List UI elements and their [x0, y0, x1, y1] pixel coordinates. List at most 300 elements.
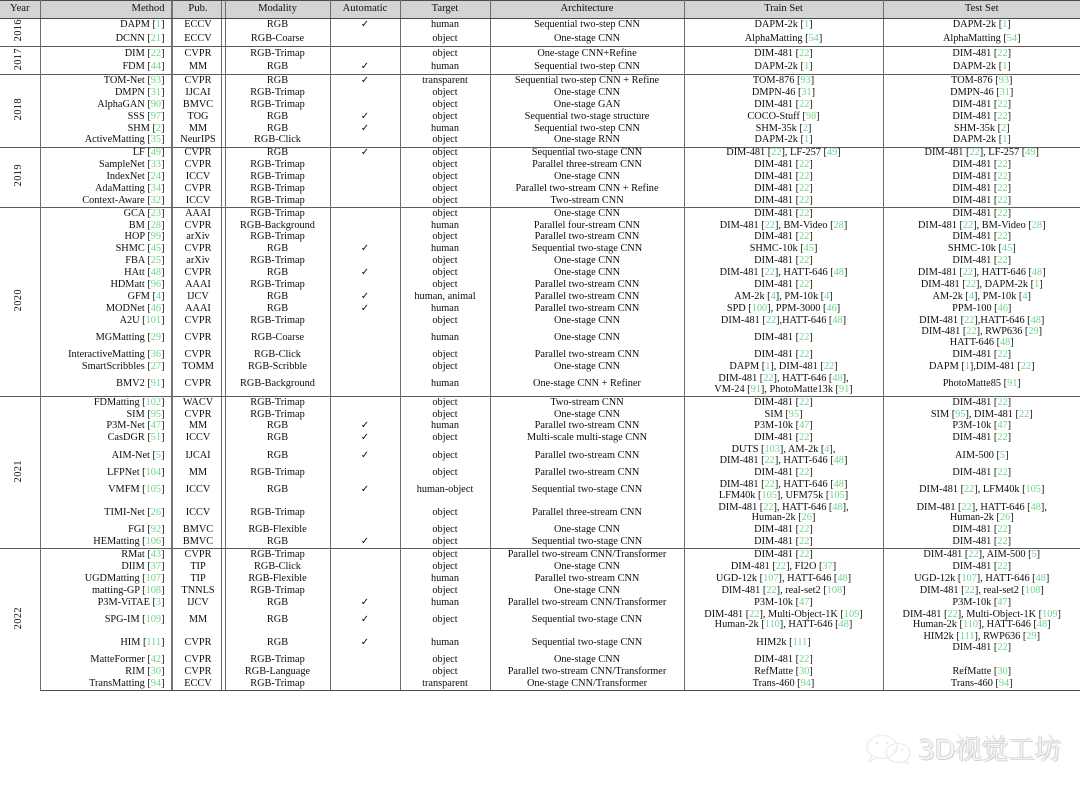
method-cell: FGI [92] [40, 525, 171, 537]
table-header [0, 1, 1080, 19]
pub-cell: IJCV [171, 291, 225, 303]
automatic-cell [330, 349, 400, 361]
target-cell: object [400, 135, 490, 147]
method-cell: SampleNet [33] [40, 159, 171, 171]
method-cell: HEMatting [106] [40, 537, 171, 549]
automatic-cell [330, 99, 400, 111]
table-row [0, 585, 1080, 597]
test-set-cell: DAPM-2k [1] [952, 134, 1011, 146]
method-cell: SIM [95] [40, 409, 171, 421]
method-cell: BMV2 [91] [40, 373, 171, 396]
method-cell: DCNN [21] [40, 32, 171, 46]
architecture-cell: One-stage CNN [490, 327, 684, 350]
test-set-cell: AlphaMatting [54] [942, 32, 1021, 44]
table-row [0, 279, 1080, 291]
table-row [0, 433, 1080, 445]
pub-cell: CVPR [171, 349, 225, 361]
column-header-year: Year [0, 1, 40, 19]
test-set-cell: DIM-481 [22] [952, 432, 1012, 444]
train-set-cell: DIM-481 [22],HATT-646 [48] [684, 315, 883, 327]
method-cell: AIM-Net [5] [40, 445, 171, 468]
test-set-cell: DIM-481 [22] [952, 561, 1012, 573]
year-label: 2017 [13, 47, 25, 71]
target-cell: human [400, 61, 490, 75]
test-set-cell: DIM-481 [22] [952, 171, 1012, 183]
method-cell: HDMatt [96] [40, 279, 171, 291]
target-cell: object [400, 315, 490, 327]
architecture-cell: Sequential two-step CNN [490, 123, 684, 135]
train-set-cell: DIM-481 [22], Multi-Object-1K [109] Human-2k [110], HATT-646 [48] [684, 609, 883, 632]
table-row [0, 87, 1080, 99]
table-row [0, 232, 1080, 244]
modality-cell: RGB [225, 267, 330, 279]
train-set-cell: DIM-481 [22] [684, 327, 883, 350]
method-cell: CasDGR [51] [40, 433, 171, 445]
target-cell: object [400, 87, 490, 99]
architecture-cell: Sequential two-step CNN + Refine [490, 75, 684, 87]
automatic-cell: ✓ [330, 597, 400, 609]
pub-cell: arXiv [171, 255, 225, 267]
automatic-cell [330, 573, 400, 585]
method-cell: TOM-Net [93] [40, 75, 171, 87]
train-set-cell: DAPM-2k [1] [684, 61, 883, 75]
method-cell: AlphaGAN [90] [40, 99, 171, 111]
architecture-cell: Sequential two-stage CNN [490, 609, 684, 632]
modality-cell: RGB-Trimap [225, 255, 330, 267]
modality-cell: RGB [225, 479, 330, 502]
modality-cell: RGB-Coarse [225, 32, 330, 46]
modality-cell: RGB-Click [225, 349, 330, 361]
pub-cell: AAAI [171, 303, 225, 315]
method-cell: FDM [44] [40, 61, 171, 75]
target-cell: human [400, 303, 490, 315]
method-cell: RMat [43] [40, 549, 171, 561]
pub-cell: MM [171, 467, 225, 479]
table-row [0, 171, 1080, 183]
architecture-cell: Parallel two-stream CNN [490, 279, 684, 291]
method-cell: HAtt [48] [40, 267, 171, 279]
method-cell: AdaMatting [34] [40, 183, 171, 195]
architecture-cell: Sequential two-step CNN [490, 18, 684, 32]
target-cell: human [400, 123, 490, 135]
automatic-cell: ✓ [330, 445, 400, 468]
pub-cell: NeurIPS [171, 135, 225, 147]
pub-cell: BMVC [171, 525, 225, 537]
target-cell: human [400, 421, 490, 433]
target-cell: object [400, 549, 490, 561]
method-cell: MODNet [46] [40, 303, 171, 315]
target-cell: object [400, 502, 490, 525]
table-row [0, 61, 1080, 75]
pub-cell: CVPR [171, 409, 225, 421]
target-cell: object [400, 445, 490, 468]
pub-cell: MM [171, 123, 225, 135]
pub-cell: CVPR [171, 220, 225, 232]
target-cell: human [400, 573, 490, 585]
test-set-cell: SHM-35k [2] [953, 122, 1010, 134]
test-set-cell: DIM-481 [22], HATT-646 [48] [917, 267, 1046, 279]
table-row [0, 147, 1080, 159]
architecture-cell: One-stage CNN+Refine [490, 47, 684, 61]
target-cell: object [400, 537, 490, 549]
modality-cell: RGB-Trimap [225, 183, 330, 195]
automatic-cell: ✓ [330, 479, 400, 502]
pub-cell: TOG [171, 111, 225, 123]
target-cell: object [400, 195, 490, 207]
wechat-icon [862, 734, 914, 764]
modality-cell: RGB-Trimap [225, 195, 330, 207]
modality-cell: RGB-Trimap [225, 654, 330, 666]
target-cell: human [400, 373, 490, 396]
target-cell: object [400, 232, 490, 244]
architecture-cell: Sequential two-stage CNN [490, 244, 684, 256]
year-cell [0, 207, 40, 396]
table-row [0, 47, 1080, 61]
train-set-cell: DIM-481 [22], FI2O [37] [684, 561, 883, 573]
test-set-cell: DIM-481 [22] [883, 207, 1080, 219]
table-row [0, 445, 1080, 468]
architecture-cell: One-stage CNN [490, 654, 684, 666]
automatic-cell [330, 585, 400, 597]
method-cell: RIM [30] [40, 666, 171, 678]
table-row [0, 537, 1080, 549]
method-cell: LFPNet [104] [40, 467, 171, 479]
pub-cell: AAAI [171, 279, 225, 291]
architecture-cell: Parallel three-stream CNN [490, 502, 684, 525]
architecture-cell: One-stage CNN/Transformer [490, 678, 684, 690]
test-set-cell: DIM-481 [22] [952, 110, 1012, 122]
modality-cell: RGB-Scribble [225, 361, 330, 373]
method-cell: GCA [23] [40, 207, 171, 219]
train-set-cell: DIM-481 [22] [684, 171, 883, 183]
automatic-cell [330, 467, 400, 479]
target-cell: object [400, 433, 490, 445]
modality-cell: RGB [225, 609, 330, 632]
architecture-cell: Parallel two-stream CNN [490, 349, 684, 361]
method-cell: BM [28] [40, 220, 171, 232]
automatic-cell [330, 195, 400, 207]
modality-cell: RGB [225, 433, 330, 445]
test-set-cell: DIM-481 [22],HATT-646 [48] [919, 314, 1045, 326]
table-row [0, 549, 1080, 561]
train-set-cell: DIM-481 [22], HATT-646 [48], Human-2k [26] [684, 502, 883, 525]
year-cell [0, 18, 40, 46]
target-cell: human [400, 632, 490, 655]
target-cell: object [400, 409, 490, 421]
automatic-cell [330, 232, 400, 244]
train-set-cell: DIM-481 [22] [684, 279, 883, 291]
watermark [862, 726, 1076, 770]
pub-cell: CVPR [171, 244, 225, 256]
automatic-cell [330, 502, 400, 525]
column-header-method: Method [40, 1, 171, 19]
table-row [0, 654, 1080, 666]
pub-cell: IJCAI [171, 87, 225, 99]
automatic-cell [330, 135, 400, 147]
method-cell: InteractiveMatting [36] [40, 349, 171, 361]
train-set-cell: DAPM-2k [1] [684, 18, 883, 32]
test-set-cell: DIM-481 [22] [952, 183, 1012, 194]
modality-cell: RGB-Click [225, 561, 330, 573]
train-set-cell: SHMC-10k [45] [684, 244, 883, 256]
test-set-cell: DIM-481 [22], HATT-646 [48], Human-2k [26] [916, 501, 1047, 524]
target-cell: object [400, 349, 490, 361]
train-set-cell: DIM-481 [22] [684, 195, 883, 207]
method-cell: Context-Aware [32] [40, 195, 171, 207]
test-set-cell: DIM-481 [22], Multi-Object-1K [109] Human-2k [110], HATT-646 [48] [902, 608, 1061, 631]
automatic-cell [330, 397, 400, 409]
automatic-cell [330, 327, 400, 350]
automatic-cell [330, 159, 400, 171]
pub-cell: ECCV [171, 678, 225, 690]
automatic-cell [330, 255, 400, 267]
modality-cell: RGB [225, 244, 330, 256]
train-set-cell: P3M-10k [47] [684, 597, 883, 609]
automatic-cell [330, 525, 400, 537]
modality-cell: RGB-Coarse [225, 327, 330, 350]
target-cell: object [400, 654, 490, 666]
modality-cell: RGB-Trimap [225, 585, 330, 597]
modality-cell: RGB [225, 632, 330, 655]
modality-cell: RGB [225, 61, 330, 75]
train-set-cell: DIM-481 [22] [684, 433, 883, 445]
table-row [0, 244, 1080, 256]
test-set-cell [883, 654, 1080, 666]
method-cell: HIM [111] [40, 632, 171, 655]
test-set-cell: DAPM [1],DIM-481 [22] [928, 361, 1035, 373]
target-cell: transparent [400, 678, 490, 690]
architecture-cell: One-stage CNN [490, 171, 684, 183]
table-row [0, 291, 1080, 303]
pub-cell: CVPR [171, 549, 225, 561]
test-set-cell: DIM-481 [22] [952, 349, 1012, 361]
table-row [0, 525, 1080, 537]
automatic-cell: ✓ [330, 632, 400, 655]
architecture-cell: Sequential two-stage CNN [490, 479, 684, 502]
pub-cell: IJCV [171, 597, 225, 609]
method-cell: HOP [99] [40, 232, 171, 244]
architecture-cell: Sequential two-stage CNN [490, 147, 684, 159]
method-cell: SPG-IM [109] [40, 609, 171, 632]
table-row [0, 361, 1080, 373]
pub-cell: MM [171, 61, 225, 75]
architecture-cell: Parallel two-stream CNN/Transformer [490, 597, 684, 609]
method-cell: A2U [101] [40, 315, 171, 327]
automatic-cell [330, 220, 400, 232]
test-set-cell: DIM-481 [22], AIM-500 [5] [883, 549, 1080, 561]
architecture-cell: One-stage CNN [490, 585, 684, 597]
column-header-pub: Pub. [171, 1, 225, 19]
target-cell: human [400, 327, 490, 350]
table-row [0, 303, 1080, 315]
architecture-cell: Parallel two-stream CNN/Transformer [490, 666, 684, 678]
test-set-cell: DAPM-2k [1] [952, 19, 1011, 31]
architecture-cell: One-stage CNN [490, 207, 684, 219]
test-set-cell: DAPM-2k [1] [952, 61, 1011, 73]
table-row [0, 135, 1080, 147]
modality-cell: RGB-Trimap [225, 47, 330, 61]
modality-cell: RGB-Trimap [225, 171, 330, 183]
architecture-cell: Two-stream CNN [490, 195, 684, 207]
architecture-cell: Sequential two-stage structure [490, 111, 684, 123]
train-set-cell: AM-2k [4], PM-10k [4] [684, 291, 883, 303]
modality-cell: RGB-Flexible [225, 573, 330, 585]
year-label: 2016 [13, 19, 25, 42]
pub-cell: CVPR [171, 47, 225, 61]
modality-cell: RGB-Click [225, 135, 330, 147]
test-set-cell: DIM-481 [22], LF-257 [49] [883, 147, 1080, 159]
table-row [0, 349, 1080, 361]
target-cell: human [400, 244, 490, 256]
method-cell: VMFM [105] [40, 479, 171, 502]
year-label: 2019 [13, 164, 25, 187]
train-set-cell: DIM-481 [22], HATT-646 [48], VM-24 [91], PhotoMatte13k [91] [684, 373, 883, 396]
table-row [0, 409, 1080, 421]
train-set-cell: DIM-481 [22], HATT-646 [48] [684, 267, 883, 279]
target-cell: object [400, 609, 490, 632]
train-set-cell: DIM-481 [22] [684, 255, 883, 267]
table-row [0, 255, 1080, 267]
table-row [0, 327, 1080, 350]
target-cell: object [400, 147, 490, 159]
pub-cell: CVPR [171, 666, 225, 678]
header-row [0, 1, 1080, 19]
automatic-cell [330, 32, 400, 46]
automatic-cell [330, 409, 400, 421]
year-cell [0, 47, 40, 75]
modality-cell: RGB-Trimap [225, 232, 330, 244]
pub-cell: CVPR [171, 147, 225, 159]
target-cell: object [400, 159, 490, 171]
train-set-cell: DIM-481 [22] [684, 47, 883, 61]
automatic-cell: ✓ [330, 111, 400, 123]
automatic-cell: ✓ [330, 61, 400, 75]
table-body [0, 18, 1080, 690]
train-set-cell: SHM-35k [2] [684, 123, 883, 135]
table-row [0, 397, 1080, 409]
automatic-cell: ✓ [330, 537, 400, 549]
automatic-cell [330, 561, 400, 573]
modality-cell: RGB-Trimap [225, 279, 330, 291]
target-cell: object [400, 207, 490, 219]
year-label: 2022 [13, 607, 25, 630]
architecture-cell: Parallel two-stream CNN [490, 467, 684, 479]
table-row [0, 373, 1080, 396]
architecture-cell: Parallel three-stream CNN [490, 159, 684, 171]
architecture-cell: Sequential two-stage CNN [490, 632, 684, 655]
test-set-cell: SIM [95], DIM-481 [22] [930, 408, 1033, 420]
target-cell: object [400, 111, 490, 123]
year-label: 2018 [13, 98, 25, 121]
year-cell [0, 397, 40, 549]
test-set-cell: DIM-481 [22] [952, 255, 1012, 267]
architecture-cell: One-stage CNN [490, 267, 684, 279]
pub-cell: TNNLS [171, 585, 225, 597]
architecture-cell: One-stage CNN [490, 561, 684, 573]
automatic-cell [330, 279, 400, 291]
method-cell: TransMatting [94] [40, 678, 171, 690]
target-cell: human [400, 18, 490, 32]
modality-cell: RGB-Trimap [225, 549, 330, 561]
architecture-cell: One-stage CNN [490, 315, 684, 327]
table-row [0, 32, 1080, 46]
method-cell: LF [49] [40, 147, 171, 159]
method-cell: P3M-Net [47] [40, 421, 171, 433]
pub-cell: CVPR [171, 159, 225, 171]
train-set-cell: DIM-481 [22], BM-Video [28] [684, 220, 883, 232]
automatic-cell [330, 678, 400, 690]
target-cell: object [400, 47, 490, 61]
pub-cell: MM [171, 609, 225, 632]
test-set-cell: HIM2k [111], RWP636 [29] DIM-481 [22] [923, 631, 1041, 654]
test-set-cell: Trans-460 [94] [883, 678, 1080, 690]
architecture-cell: Parallel two-stream CNN + Refine [490, 183, 684, 195]
table-row [0, 561, 1080, 573]
table-row [0, 502, 1080, 525]
pub-cell: BMVC [171, 537, 225, 549]
modality-cell: RGB-Trimap [225, 315, 330, 327]
target-cell: transparent [400, 75, 490, 87]
train-set-cell: DMPN-46 [31] [684, 87, 883, 99]
pub-cell: ICCV [171, 195, 225, 207]
pub-cell: ECCV [171, 32, 225, 46]
automatic-cell [330, 183, 400, 195]
column-header-test-set: Test Set [883, 1, 1080, 19]
method-cell: MatteFormer [42] [40, 654, 171, 666]
modality-cell: RGB [225, 445, 330, 468]
architecture-cell: Multi-scale multi-stage CNN [490, 433, 684, 445]
table-row [0, 123, 1080, 135]
test-set-cell: DIM-481 [22] [952, 524, 1012, 536]
automatic-cell [330, 361, 400, 373]
modality-cell: RGB-Trimap [225, 397, 330, 409]
architecture-cell: One-stage CNN + Refiner [490, 373, 684, 396]
modality-cell: RGB [225, 123, 330, 135]
method-cell: FDMatting [102] [40, 397, 171, 409]
target-cell: object [400, 99, 490, 111]
pub-cell: CVPR [171, 267, 225, 279]
test-set-cell: PhotoMatte85 [91] [942, 378, 1021, 390]
year-cell [0, 549, 40, 691]
architecture-cell: One-stage GAN [490, 99, 684, 111]
train-set-cell: DAPM-2k [1] [684, 135, 883, 147]
pub-cell: CVPR [171, 654, 225, 666]
automatic-cell: ✓ [330, 291, 400, 303]
target-cell: human, animal [400, 291, 490, 303]
method-cell: DIIM [37] [40, 561, 171, 573]
architecture-cell: One-stage RNN [490, 135, 684, 147]
modality-cell: RGB-Trimap [225, 409, 330, 421]
table-row [0, 111, 1080, 123]
modality-cell: RGB-Background [225, 220, 330, 232]
train-set-cell: DIM-481 [22] [684, 467, 883, 479]
method-cell: IndexNet [24] [40, 171, 171, 183]
method-cell: SHM [2] [40, 123, 171, 135]
column-header-target: Target [400, 1, 490, 19]
test-set-cell: P3M-10k [47] [952, 596, 1012, 608]
target-cell: object [400, 171, 490, 183]
train-set-cell: COCO-Stuff [98] [684, 111, 883, 123]
target-cell: object [400, 585, 490, 597]
modality-cell: RGB-Flexible [225, 525, 330, 537]
train-set-cell: DIM-481 [22], LF-257 [49] [684, 147, 883, 159]
architecture-cell: Parallel two-stream CNN [490, 303, 684, 315]
method-cell: SHMC [45] [40, 244, 171, 256]
pub-cell: TOMM [171, 361, 225, 373]
architecture-cell: Parallel two-stream CNN [490, 421, 684, 433]
test-set-cell: DIM-481 [22], DAPM-2k [1] [920, 279, 1043, 290]
train-set-cell: SPD [100], PPM-3000 [46] [684, 303, 883, 315]
